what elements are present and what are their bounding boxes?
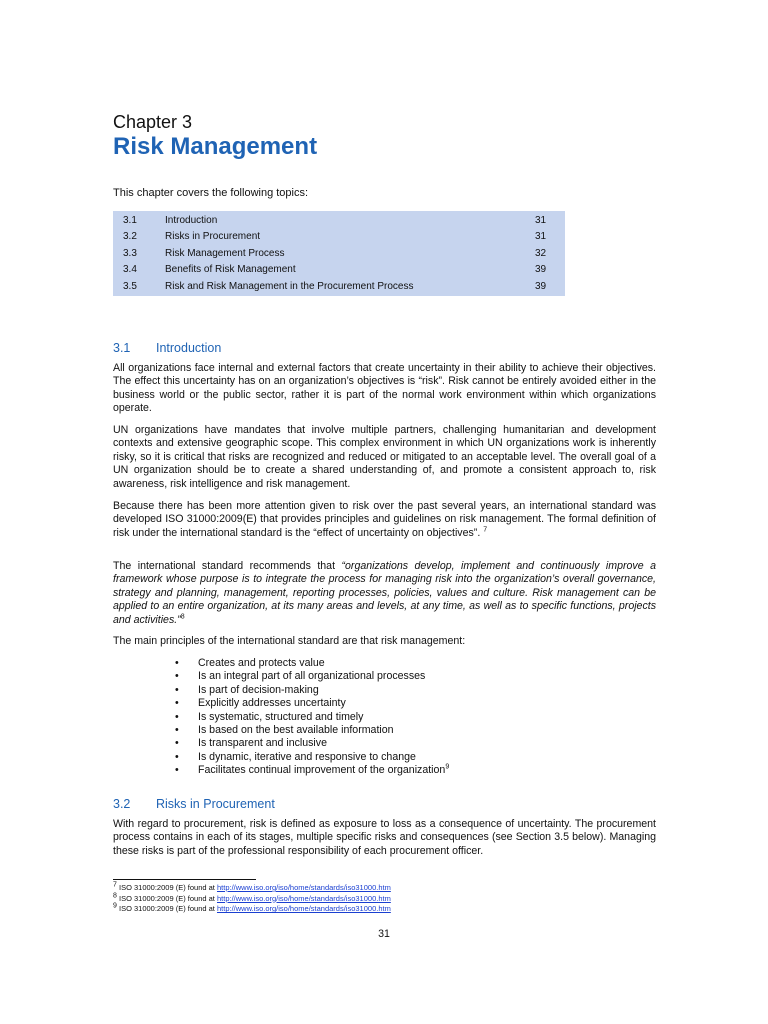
toc-title: Benefits of Risk Management — [165, 264, 296, 276]
footnote-number: 8 — [113, 892, 117, 900]
toc-number: 3.3 — [123, 247, 137, 259]
paragraph: UN organizations have mandates that involve multiple partners, challenging humanitarian and development contexts and extensive geographic scope. This complex environment in which UN organizations work is inherently risky, so it is critical that risks are recognized and reduced or mitigated to an acceptable level. The overall goal of a UN organization should be to create a shared understanding of, and promote a consistent approach to, risk awareness, risk intelligence and risk management. — [113, 424, 656, 490]
page-number: 31 — [378, 928, 390, 940]
toc-number: 3.2 — [123, 231, 137, 243]
list-item: • Is dynamic, iterative and responsive to change — [175, 751, 449, 764]
footnote-link[interactable]: http://www.iso.org/iso/home/standards/iso31000.htm — [216, 904, 391, 914]
footnote-text: ISO 31000:2009 (E) found at — [116, 904, 217, 914]
footnote — [113, 894, 391, 905]
footnote — [113, 883, 391, 894]
footnote — [113, 904, 391, 915]
section-number: 3.2 — [113, 797, 131, 811]
toc-page: 39 — [535, 280, 547, 292]
list-item — [175, 764, 449, 777]
list-item: • Explicitly addresses uncertainty — [175, 697, 449, 710]
footnotes — [113, 883, 391, 915]
paragraph: With regard to procurement, risk is defined as exposure to loss as a consequence of uncertainty. The procurement process contains in each of its stages, multiple specific risks and consequences (see Section 3.5 below). Managing these risks is part of the professional responsibility of each procurement officer. — [113, 818, 656, 857]
list-item: • Is part of decision-making — [175, 684, 449, 697]
footnote-ref: 8 — [180, 613, 185, 621]
principles-list — [175, 657, 449, 778]
quote-text: “organizations develop, implement and continuously improve a framework whose purpose is to integrate the process for managing risk into the organization’s overall governance, strategy and planning, management, reporting processes, policies, values and culture. Risk management can be applied to an entire organization, at its many areas and levels, at any time, as well as to specific functions, projects and activities.” — [113, 560, 656, 626]
paragraph: All organizations face internal and external factors that create uncertainty in their ability to achieve their objectives. The effect this uncertainty has on an organization’s objectives is “risk”. Risk cannot be entirely avoided either in the business world or the public sector, rather it is part of the normal work environment within which organizations operate. — [113, 362, 656, 415]
toc-number: 3.5 — [123, 280, 137, 292]
toc-row — [113, 229, 565, 246]
section-heading-introduction — [113, 341, 221, 355]
footnote-number: 7 — [113, 881, 117, 889]
section-title: Risks in Procurement — [156, 797, 275, 811]
footnote-link[interactable]: http://www.iso.org/iso/home/standards/iso31000.htm — [216, 893, 391, 903]
footnote-ref: 7 — [483, 526, 488, 534]
footnote-text: ISO 31000:2009 (E) found at — [116, 883, 217, 892]
toc-title: Risk and Risk Management in the Procurement Process — [165, 280, 414, 292]
list-item: • Is an integral part of all organizational processes — [175, 670, 449, 683]
footnote-link[interactable]: http://www.iso.org/iso/home/standards/iso31000.htm — [216, 883, 391, 892]
toc-title: Introduction — [165, 214, 218, 226]
list-item: • Creates and protects value — [175, 657, 449, 670]
toc-row — [113, 278, 565, 295]
toc-row — [113, 262, 565, 279]
toc-number: 3.4 — [123, 264, 137, 276]
toc-page: 39 — [535, 264, 547, 276]
paragraph — [113, 560, 656, 627]
chapter-title: Risk Management — [113, 133, 318, 160]
toc-page: 31 — [535, 214, 547, 226]
footnote-ref: 9 — [445, 763, 450, 771]
toc-page: 32 — [535, 247, 547, 259]
toc-row — [113, 245, 565, 262]
section-heading-risks-in-procurement — [113, 797, 275, 811]
paragraph-text: The international standard recommends that — [113, 560, 342, 572]
footnote-number: 9 — [113, 902, 117, 910]
paragraph — [113, 500, 656, 540]
toc-title: Risk Management Process — [165, 247, 285, 259]
list-item: • Is systematic, structured and timely — [175, 711, 449, 724]
chapter-intro: This chapter covers the following topics: — [113, 187, 309, 199]
toc-title: Risks in Procurement — [165, 231, 261, 243]
footnote-divider — [113, 879, 256, 880]
list-item-text: Facilitates continual improvement of the organization — [198, 764, 446, 777]
paragraph-text: Because there has been more attention given to risk over the past several years, an international standard was developed ISO 31000:2009(E) that provides principles and guidelines on risk management. The formal definition of risk under the international standard is the “effect of uncertainty on objectives”. — [113, 500, 656, 539]
toc-page: 31 — [535, 231, 547, 243]
section-title: Introduction — [156, 341, 222, 355]
toc-number: 3.1 — [123, 214, 137, 226]
paragraph: The main principles of the international standard are that risk management: — [113, 635, 466, 647]
toc-row — [113, 212, 565, 229]
list-item: • Is transparent and inclusive — [175, 737, 449, 750]
footnote-text: ISO 31000:2009 (E) found at — [116, 893, 217, 903]
list-item: • Is based on the best available information — [175, 724, 449, 737]
section-number: 3.1 — [113, 341, 131, 355]
table-of-contents — [113, 211, 565, 296]
chapter-label: Chapter 3 — [113, 112, 193, 132]
